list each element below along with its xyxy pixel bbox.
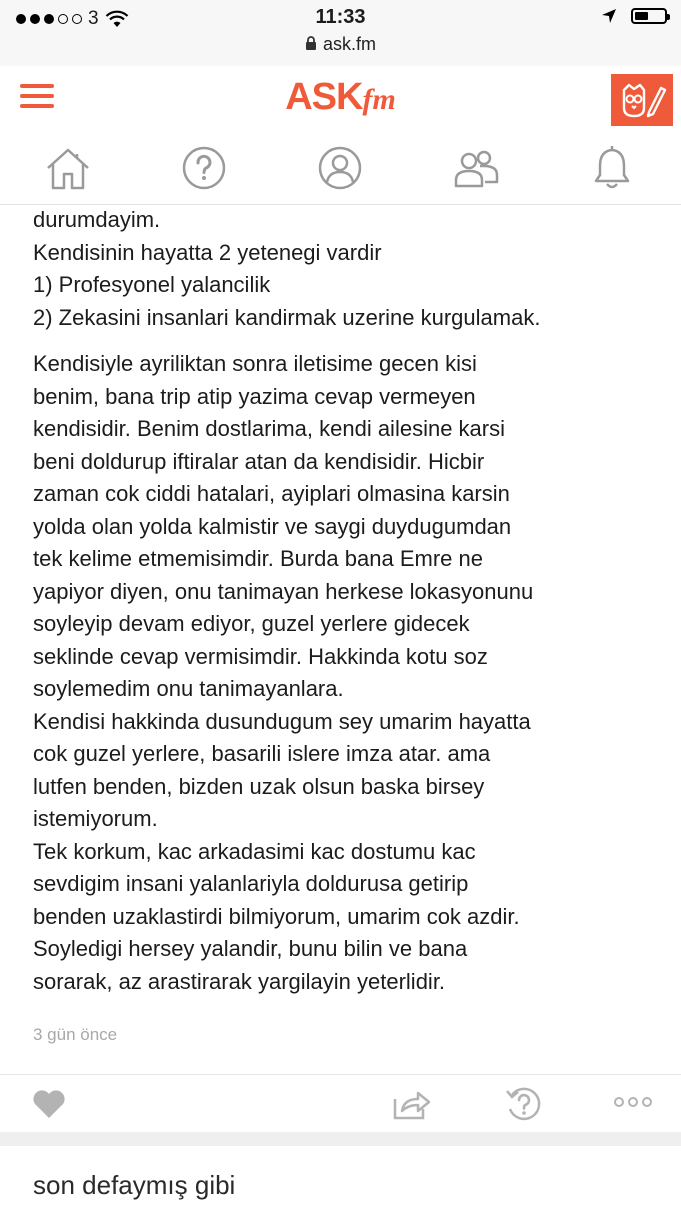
answer-line: Tek korkum, kac arkadasimi kac dostumu kac: [33, 838, 476, 864]
profile-icon[interactable]: [316, 144, 364, 192]
answer-line: benim, bana trip atip yazima cevap vermeyen: [33, 383, 476, 409]
lock-icon: [305, 36, 317, 51]
next-question-title[interactable]: son defaymış gibi: [33, 1170, 236, 1200]
answer-actions: [0, 1074, 681, 1133]
answer-timestamp[interactable]: 3 gün önce: [33, 1025, 118, 1044]
app-header: [0, 66, 681, 134]
ask-question-button[interactable]: [611, 74, 673, 126]
status-right: [601, 8, 667, 24]
battery-icon: [631, 8, 667, 24]
answer-line: seklinde cevap vermisimdir. Hakkinda kotu soz: [33, 643, 488, 669]
answer-line: sorarak, az arastirarak yargilayin yeterlidir.: [33, 968, 446, 994]
friends-icon[interactable]: [452, 144, 500, 192]
more-dots-icon[interactable]: [614, 1095, 652, 1113]
answer-line: yolda olan yolda kalmistir ve saygi duydugumdan: [33, 513, 512, 539]
answer-line: yapiyor diyen, onu tanimayan herkese lokasyonunu: [33, 578, 534, 604]
answer-line: soylemedim onu tanimayanlara.: [33, 676, 344, 701]
status-bar: [0, 0, 681, 67]
answer-line: lutfen benden, bizden uzak olsun baska birsey: [33, 773, 485, 799]
answer-line: zaman cok ciddi hatalari, ayiplari olmasina karsin: [33, 481, 510, 506]
answer-text: [33, 204, 653, 998]
askfm-logo[interactable]: [0, 76, 681, 119]
answer-line: benden uzaklastirdi bilmiyorum, umarim cok azdir.: [33, 903, 520, 929]
answer-line: cok guzel yerlere, basarili islere imza atar. ama: [33, 741, 491, 766]
clock: 11:33: [315, 6, 366, 28]
location-arrow-icon: [601, 8, 617, 24]
reask-icon[interactable]: [504, 1085, 544, 1128]
logo-fm: fm: [362, 83, 396, 116]
answer-line: Kendisi hakkinda dusundugum sey umarim hayatta: [33, 708, 531, 734]
answer-line: istemiyorum.: [33, 806, 158, 831]
heart-icon[interactable]: [32, 1089, 66, 1124]
url-text: ask.fm: [322, 34, 376, 54]
answer-line: beni doldurup iftiralar atan da kendisidir. Hicbir: [33, 448, 485, 474]
answer-line: sevdigim insani yalanlariyla doldurusa getirip: [33, 871, 469, 896]
answer-line: durumdayim.: [33, 207, 161, 232]
owl-pencil-icon: [611, 74, 673, 126]
answer-line: soyleyip devam ediyor, guzel yerlere gidecek: [33, 611, 470, 636]
answer-line: Kendisinin hayatta 2 yetenegi vardir: [33, 239, 382, 265]
answer-line: Kendisiyle ayriliktan sonra iletisime gecen kisi: [33, 351, 477, 376]
carrier-name: 3: [88, 8, 99, 29]
answer-line: Soyledigi hersey yalandir, bunu bilin ve bana: [33, 936, 468, 961]
url-bar[interactable]: [0, 34, 681, 55]
bell-icon[interactable]: [588, 144, 636, 192]
share-icon[interactable]: [392, 1087, 432, 1126]
question-icon[interactable]: [180, 144, 228, 192]
home-icon[interactable]: [44, 144, 92, 192]
answer-line: 1) Profesyonel yalancilik: [33, 272, 271, 297]
answer-line: tek kelime etmemisimdir. Burda bana Emre ne: [33, 546, 483, 571]
answer-line: kendisidir. Benim dostlarima, kendi ailesine karsi: [33, 416, 505, 441]
section-divider: [0, 1132, 681, 1146]
logo-ask: ASK: [285, 76, 363, 118]
answer-line: 2) Zekasini insanlari kandirmak uzerine kurgulamak.: [33, 304, 541, 330]
main-nav: [0, 134, 681, 205]
